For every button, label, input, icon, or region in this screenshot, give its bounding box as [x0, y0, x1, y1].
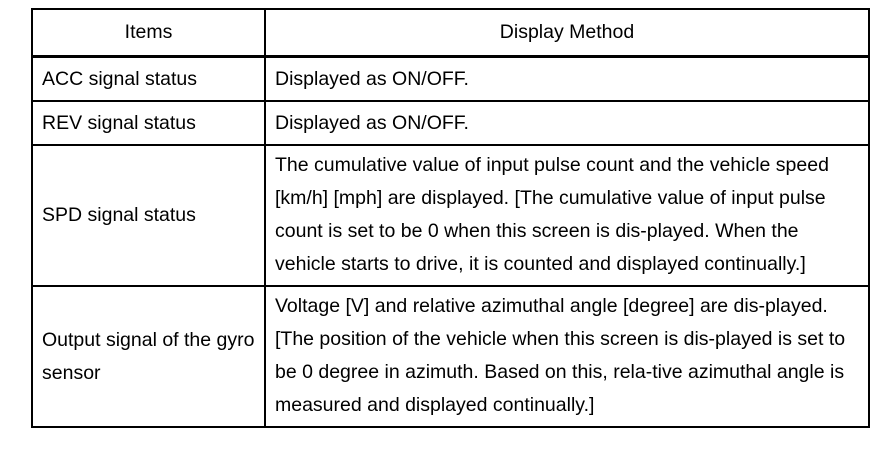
header-display-method: Display Method: [265, 9, 869, 57]
display-method-table: [31, 8, 870, 428]
header-row: [32, 9, 869, 57]
item-cell: ACC signal status: [32, 57, 265, 102]
table-row: [32, 286, 869, 427]
item-cell: REV signal status: [32, 101, 265, 145]
method-cell: Displayed as ON/OFF.: [265, 101, 869, 145]
method-cell: The cumulative value of input pulse count and the vehicle speed [km/h] [mph] are displayed. [The cumulative value of input pulse count is set to be 0 when this screen is dis-played. When the vehicle starts to drive, it is counted and displayed continually.]: [265, 145, 869, 286]
table-row: [32, 101, 869, 145]
method-cell: Voltage [V] and relative azimuthal angle [degree] are dis-played. [The position of the vehicle when this screen is dis-played is set to be 0 degree in azimuth. Based on this, rela-tive azimuthal angle is measured and displayed continually.]: [265, 286, 869, 427]
table-row: [32, 57, 869, 102]
item-cell: SPD signal status: [32, 145, 265, 286]
table-header: [32, 9, 869, 57]
header-items: Items: [32, 9, 265, 57]
item-cell: Output signal of the gyro sensor: [32, 286, 265, 427]
method-cell: Displayed as ON/OFF.: [265, 57, 869, 102]
table-body: [32, 57, 869, 428]
table-row: [32, 145, 869, 286]
